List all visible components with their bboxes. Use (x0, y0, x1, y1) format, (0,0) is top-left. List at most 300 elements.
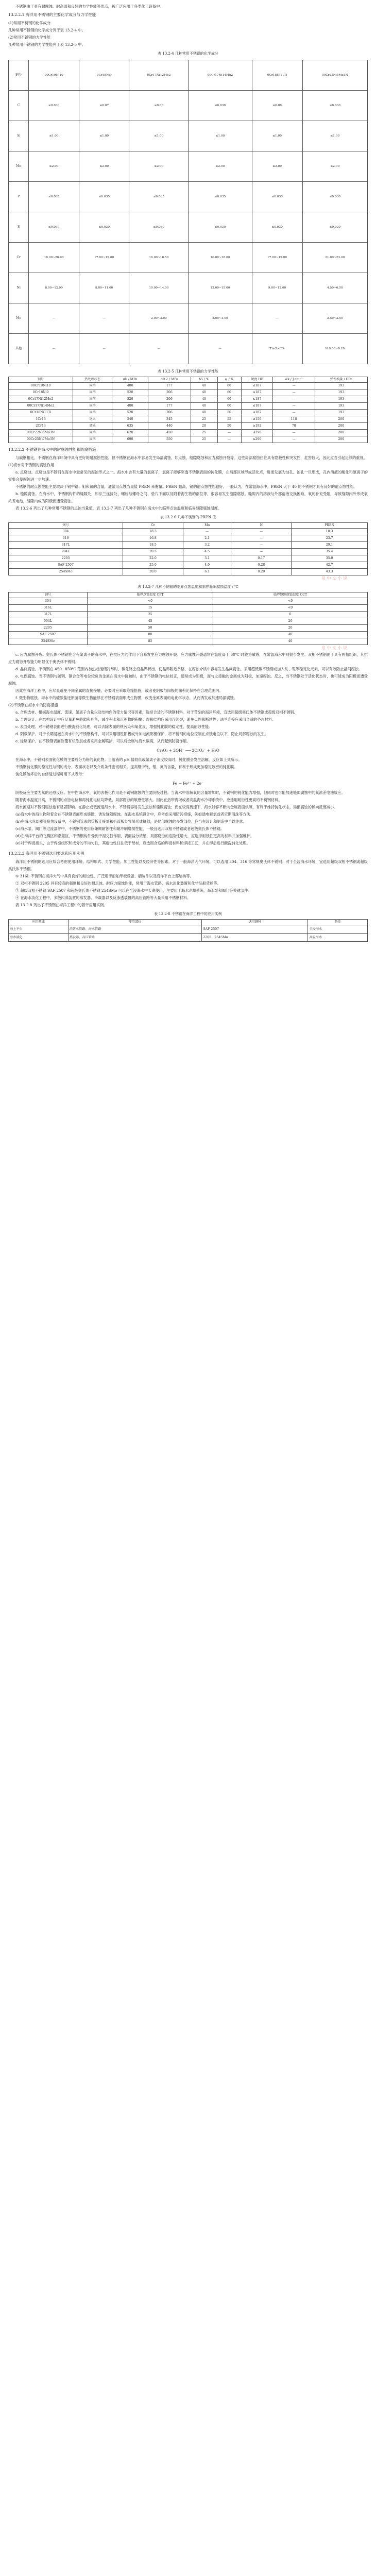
paragraph: (d)在海洋平台的飞溅区和潮差区，不锈钢构件受到干湿交替作用，表面盐分浓缩，局部腐蚀的危险性增大，应选择耐蚀性更高的材料并加强维护。 (15, 834, 254, 838)
table-cell: 21.00~23.00 (302, 243, 367, 273)
chemical-equation: Fe → Fe²⁺ + 2e⁻ (173, 781, 203, 786)
table-cell: — (183, 529, 231, 535)
table-cell: 25 (191, 416, 217, 423)
table-cell: 29.1 (292, 542, 368, 549)
table-cell: — (273, 389, 315, 396)
table-cell: ≤0.030 (252, 212, 302, 243)
column-header: 使用部位 (68, 920, 202, 925)
table-cell: 80 (87, 632, 213, 638)
table-cell: ≤0.030 (189, 91, 252, 121)
table-cell: ≤0.030 (302, 91, 367, 121)
paragraph: 与碳钢相比，不锈钢在海洋环境中具有更好的耐腐蚀性能。但不锈钢在海水中容易发生局部腐蚀，如点蚀、缝隙腐蚀和应力腐蚀开裂等。这些局部腐蚀往往具有隐蔽性和突发性，危害较大，因此应当引起足够的重视。 (15, 455, 367, 460)
table-row (9, 598, 368, 605)
column-header: σ0.2 / MPa (148, 377, 191, 383)
table-cell: ≤0.035 (189, 182, 252, 212)
table-row (9, 562, 368, 569)
column-header: Mo (183, 523, 231, 529)
table-cell: 520 (112, 410, 148, 416)
column-header: 备注 (308, 920, 368, 925)
table-cell: — (273, 430, 315, 436)
table-cell: SAF 2507 (9, 562, 123, 569)
table-cell: 690 (112, 436, 148, 443)
table-cell: 20 (213, 618, 368, 625)
column-header: 钢号 (9, 377, 73, 383)
column-header: δ5 / % (191, 377, 217, 383)
paragraph: 在海水中，不锈钢表面钝化膜的主要成分为铬的氧化物。当溶液的 pH 值较低或氯离子浓度较高时，钝化膜会发生溶解，反应如上式所示。 (15, 757, 242, 762)
intro-paragraph: 不锈钢由于具有耐腐蚀、耐高温和良好的力学性能等优点，被广泛应用于各类化工设备中。 (15, 4, 164, 9)
table-cell: N 0.08~0.20 (302, 334, 367, 364)
table-row (9, 182, 368, 212)
paragraph: c. 应力腐蚀开裂。奥氏体不锈钢在含有氯离子的海水中，在拉应力的作用下容易发生应力腐蚀开裂。应力腐蚀开裂通常在温度高于 60℃ 时较为敏感，在常温海水中则很少发生。双相不锈钢由于具有两相组织，其抗应力腐蚀开裂能力明显优于奥氏体不锈钢。 (8, 652, 368, 664)
table-cell: ≤187 (241, 383, 273, 389)
table-cell: ≤290 (241, 436, 273, 443)
table-cell: SAF 2507 (9, 632, 88, 638)
table-cell: 00Cr17Ni14Mo2 (189, 60, 252, 91)
table-cell: ≤0.035 (79, 182, 129, 212)
table-cell: 193 (315, 396, 367, 403)
table-cell: 2.00~3.00 (189, 303, 252, 334)
paragraph: 阴极反应主要为氧的还原反应。在中性海水中，氧的去极化作用是不锈钢腐蚀的主要阴极过程。当海水中溶解氧的含量增加时，不锈钢的钝化能力增强，但同时也可能加速缝隙腐蚀中的氧浓差电池效应。 (15, 790, 345, 795)
table-cell: 480 (112, 403, 148, 410)
table-cell: 40 (191, 410, 217, 416)
row-header-cell: Si (9, 121, 29, 151)
table-cell: 25 (87, 612, 213, 618)
table-row (9, 396, 368, 403)
table-cell: 177 (148, 383, 191, 389)
table-row (9, 535, 368, 542)
table-cell: 2205 (9, 625, 88, 632)
column-header: 硬度 HB (241, 377, 273, 383)
table-cell: 固溶 (73, 403, 112, 410)
table-cell: ≤0.035 (252, 182, 302, 212)
table-cell: 固溶 (73, 436, 112, 443)
table-cell: 8.00~12.00 (29, 273, 79, 303)
paragraph: d. 晶间腐蚀。不锈钢在 450~850℃ 范围内加热或缓慢冷却时，碳化铬会沿晶界析出，使晶界附近贫铬，在腐蚀介质中容易发生晶间腐蚀。采用超低碳不锈钢或加入钛、铌等稳定化元素，可以有效防止晶间腐蚀。 (15, 667, 363, 671)
table-cell: 固溶 (73, 383, 112, 389)
pren-table (8, 522, 368, 575)
table-cell: 60 (217, 383, 241, 389)
table-cell: — (273, 396, 315, 403)
table-cell: 440 (148, 423, 191, 430)
table-cell: ≤1.00 (29, 121, 79, 151)
watermark: 泉 中 文 小 说 (321, 646, 347, 650)
table-row (9, 612, 368, 618)
mechanical-properties-table (8, 377, 368, 443)
table-cell: 17.00~19.00 (252, 243, 302, 273)
table-cell: 2.00~3.00 (129, 303, 189, 334)
table-cell: 45 (87, 618, 213, 625)
table-cell: 60 (217, 396, 241, 403)
column-header: ψ / % (217, 377, 241, 383)
paragraph: (e)对于焊接接头，由于焊缝组织和成分的不均匀性，其耐蚀性往往低于母材，应选用合适的焊接材料和焊接工艺，并在焊后进行酸洗钝化处理。 (15, 841, 250, 845)
table-cell: 254SMo (9, 638, 88, 645)
column-header: N (231, 523, 292, 529)
table-row (9, 625, 368, 632)
table-cell: 520 (112, 389, 148, 396)
table-cell: 40 (213, 638, 368, 645)
table-cell: 1Cr13 (9, 416, 73, 423)
table-cell: 20 (191, 423, 217, 430)
row-header-cell: S (9, 212, 29, 243)
table-cell: — (231, 549, 292, 555)
table-cell: 42.7 (292, 562, 368, 569)
table-cell: 40 (191, 389, 217, 396)
table-cell: 0.20 (231, 569, 292, 575)
table-row (9, 555, 368, 562)
paragraph: e. 涂层保护。在不锈钢表面涂覆有机涂层或者采用金属喷涂，可以将金属与海水隔离，从而起到防腐作用。 (15, 739, 191, 743)
table-row (9, 542, 368, 549)
table-cell: 177 (148, 403, 191, 410)
table-row (9, 151, 368, 182)
table-cell: 450 (148, 430, 191, 436)
table-cell: ≤2.00 (29, 151, 79, 182)
table-cell: Ti≥5×C% (252, 334, 302, 364)
table-cell: 消防水管路、海水管路 (68, 925, 202, 934)
column-header: 应用领域 (9, 920, 69, 925)
table-cell: 固溶 (73, 396, 112, 403)
table-cell: — (189, 334, 252, 364)
table-cell: ≤0.030 (302, 182, 367, 212)
table-cell: — (79, 303, 129, 334)
section-heading: 13.2.2.1 海洋用不锈钢的主要化学成分与力学性能 (8, 12, 96, 17)
paragraph: (a)海水中的海生物附着会在不锈钢表面形成缝隙，诱发缝隙腐蚀。在海水系统设计中，应考虑采用防污措施，例如通电解氯或者定期清洗等方法。 (15, 812, 254, 817)
table-cell: ≤187 (241, 396, 273, 403)
table-cell: ≤0.020 (302, 212, 367, 243)
table-cell: 16.8 (123, 535, 183, 542)
paragraph: ② 双相不锈钢 2205 具有较高的强度和良好的耐点蚀、耐应力腐蚀性能，常用于海水管路、海水淡化装置和化学品船货舱等。 (15, 881, 221, 886)
table-caption: 表 13.2-7 几种不锈钢的临界点蚀温度和临界缝隙腐蚀温度 / ℃ (138, 585, 238, 589)
table-cell: 200 (315, 423, 367, 430)
table-row (9, 423, 368, 430)
table-cell: 固溶 (73, 410, 112, 416)
paragraph: b. 缝隙腐蚀。在海水中，不锈钢构件的缝隙处，如法兰连接处、螺栓与螺母之间、垫片下面以及附着海生物的部位等，很容易发生缝隙腐蚀。缝隙内的溶液与外部溶液交换困难，氧的补充受阻，导致缝隙内外形成氧浓差电池，缝隙内成为阳极而遭受腐蚀。 (8, 492, 368, 503)
table-cell: 固溶 (73, 430, 112, 436)
table-cell: 4.0 (183, 562, 231, 569)
table-cell: 35.4 (292, 549, 368, 555)
table-row (9, 430, 368, 436)
table-cell: 0.28 (231, 562, 292, 569)
table-cell: 254SMo (9, 569, 123, 575)
column-header: 钢号 (9, 523, 123, 529)
paragraph: d. 阴极保护。对于长期浸泡在海水中的不锈钢构件，可以采用牺牲阳极或外加电流阴极保护，将不锈钢的电位控制在点蚀电位以下，防止局部腐蚀的发生。 (15, 732, 268, 736)
table-cell: 0Cr18Ni9 (9, 389, 73, 396)
table-row (9, 632, 368, 638)
table-cell: 620 (112, 430, 148, 436)
table-cell: 55 (217, 416, 241, 423)
table-cell: 00Cr19Ni10 (29, 60, 79, 91)
table-cell: — (273, 403, 315, 410)
table-cell: 317L (9, 542, 123, 549)
list-item: (2)不锈钢在海水中的防腐措施 (8, 703, 58, 707)
table-cell: 206 (148, 396, 191, 403)
table-cell: 2Cr13 (9, 423, 73, 430)
list-item: 几种常用不锈钢的化学成分列于表 13.2-4 中。 (8, 28, 86, 32)
chemical-equation: Cr₂O₃ + 2OH⁻ ⟶ 2CrO₂⁻ + H₂O (157, 748, 219, 753)
list-item: (2)常用不锈钢的力学性能 (8, 35, 51, 40)
table-cell: 304 (9, 529, 123, 535)
table-row (9, 605, 368, 612)
table-row (9, 273, 368, 303)
table-cell: 全浸海水 (308, 925, 368, 934)
table-cell: 50 (217, 423, 241, 430)
table-row (9, 638, 368, 645)
table-cell: 12.00~15.00 (189, 273, 252, 303)
table-cell: 0Cr18Ni11Ti (252, 60, 302, 91)
table-cell: — (129, 334, 189, 364)
table-cell: 18.3 (123, 529, 183, 535)
table-cell: — (217, 430, 241, 436)
table-cell: ≤2.00 (252, 151, 302, 182)
document-page (0, 0, 376, 952)
table-cell: ≤0.035 (129, 182, 189, 212)
table-cell: ≤187 (241, 389, 273, 396)
table-row (9, 410, 368, 416)
paragraph: 海水流速对不锈钢腐蚀也有显著影响。在静止或低流速海水中，不锈钢容易发生点蚀和缝隙腐蚀；而在较高流速下，海水能够不断向金属表面供氧，有利于维持钝化状态，局部腐蚀的倾向反而减小。 (15, 805, 338, 809)
table-cell: 15 (87, 605, 213, 612)
paragraph: a. 点腐蚀。点腐蚀是不锈钢在海水中最常见的腐蚀形式之一。海水中含有大量的氯离子，氯离子能够穿透不锈钢表面的钝化膜，在局部区域形成活化点，进而发展为蚀孔。蚀孔一旦形成，孔内溶液的酸化和氯离子的富集会使腐蚀进一步加速。 (8, 470, 368, 482)
section-heading: 13.2.2.3 海洋用不锈钢选用要求和应用实例 (8, 851, 84, 856)
table-cell: 22.0 (123, 555, 183, 562)
table-cell: ≤2.00 (189, 151, 252, 182)
table-row (9, 383, 368, 389)
table-cell: 40 (191, 396, 217, 403)
table-row (9, 925, 368, 934)
table-cell: 193 (315, 389, 367, 396)
table-caption: 表 13.2-4 几种常用不锈钢的化学成分 (158, 52, 218, 56)
table-caption: 表 13.2-8 不锈钢在海洋工程中的应用实例 (154, 912, 222, 916)
table-cell: 904L (9, 618, 88, 625)
paragraph: f. 微生物腐蚀。海水中的硫酸盐还原菌等微生物能够在不锈钢表面形成生物膜，改变金属表面的电化学状态，从而诱发或加速局部腐蚀。 (15, 696, 238, 700)
table-cell: 0 (213, 612, 368, 618)
watermark: 泉 中 文 小 说 (321, 576, 347, 581)
critical-temperature-table (8, 592, 368, 645)
column-header: 热处理状态 (73, 377, 112, 383)
table-cell: — (217, 436, 241, 443)
table-cell: 904L (9, 549, 123, 555)
table-cell: 35.0 (292, 555, 368, 562)
table-row (9, 529, 368, 535)
paragraph: c. 表面处理。对不锈钢表面进行酸洗钝化处理，可以去除表面的铁污染和氧化皮，增强钝化膜的稳定性，提高耐蚀性能。 (15, 724, 213, 729)
table-cell: 海上平台 (9, 925, 69, 934)
table-row (9, 569, 368, 575)
table-cell: 8.00~11.00 (79, 273, 129, 303)
table-cell: — (252, 303, 302, 334)
table-cell: ≤1.00 (252, 121, 302, 151)
table-cell: 304 (9, 598, 88, 605)
table-cell: 0Cr17Ni12Mo2 (9, 396, 73, 403)
table-cell: 43.3 (292, 569, 368, 575)
table-cell: 退火 (73, 416, 112, 423)
table-cell: ≤290 (241, 430, 273, 436)
table-cell: 550 (148, 436, 191, 443)
paragraph: (c)海水泵、阀门等过流部件中，不锈钢的使用应兼顾耐蚀性和耐冲刷磨损性能，一般宜选用双相不锈钢或者超级奥氏体不锈钢。 (15, 826, 224, 831)
table-cell: 540 (112, 416, 148, 423)
paragraph: a. 合理选材。根据海水温度、流速、氯离子含量以及结构件的受力情况等因素，选择合适的不锈钢材料。对于苛刻的海洋环境，宜选用超级奥氏体不锈钢或超级双相不锈钢。 (15, 710, 298, 715)
section-heading: 13.2.2.2 不锈钢在海水中的耐腐蚀性能和防腐措施 (8, 447, 96, 452)
list-item: (1)海水对不锈钢的腐蚀作用 (8, 463, 55, 467)
row-header-cell: Cr (9, 243, 29, 273)
composition-table (8, 60, 368, 364)
paragraph: 海洋用不锈钢的选用应综合考虑使用环境、结构形式、力学性能、加工性能以及经济性等因素。对于一般海洋大气环境，可以选用 304、316 等常规奥氏体不锈钢；对于全浸海水环境，宜选用超级双相不锈钢或超级奥氏体不锈钢。 (8, 859, 368, 871)
row-header-cell: Ni (9, 273, 29, 303)
table-cell: — (29, 334, 79, 364)
list-item: (1)常用不锈钢的化学成分 (8, 21, 51, 25)
table-cell: 200 (315, 436, 367, 443)
table-cell: ≤1.00 (129, 121, 189, 151)
table-cell: 高温海水 (308, 934, 368, 942)
table-cell: ≤1.00 (79, 121, 129, 151)
table-cell: 海水淡化 (9, 934, 69, 942)
table-cell: 20 (213, 625, 368, 632)
table-cell: 00Cr19Ni10 (9, 383, 73, 389)
table-cell: 9.00~12.00 (252, 273, 302, 303)
application-table (8, 919, 368, 942)
table-cell: 4.50~6.50 (302, 273, 367, 303)
table-cell: 2.50~3.50 (302, 303, 367, 334)
table-cell: 18.00~20.00 (29, 243, 79, 273)
column-header: 临界缝隙腐蚀温度 CCT (213, 592, 368, 598)
column-header: σb / MPa (112, 377, 148, 383)
table-row (9, 934, 368, 942)
paragraph: ④ 在海水淡化工程中，多级闪蒸装置的蒸发器、冷凝器以及反渗透装置的高压管路等大量采用不锈钢材料。 (15, 895, 191, 900)
table-cell: 3.1 (183, 555, 231, 562)
table-cell: 2205、254SMo (202, 934, 308, 942)
table-row (9, 243, 368, 273)
table-row (9, 121, 368, 151)
table-row (9, 334, 368, 364)
table-cell: ≤0.07 (79, 91, 129, 121)
table-cell: — (79, 334, 129, 364)
paragraph: ③ 超级双相不锈钢 SAF 2507 和超级奥氏体不锈钢 254SMo 可以在全浸海水中长期使用，主要用于海水冷却系统、海水泵和阀门等关键部件。 (15, 888, 252, 893)
table-row (9, 549, 368, 555)
table-cell: ≤0.030 (129, 212, 189, 243)
table-cell: 20.0 (123, 569, 183, 575)
row-header-cell: C (9, 91, 29, 121)
column-header: PREN (292, 523, 368, 529)
table-cell: 0.17 (231, 555, 292, 562)
table-cell: 17.00~19.00 (79, 243, 129, 273)
table-cell: 520 (112, 396, 148, 403)
paragraph: 表 13.2-6 列出了几种常用不锈钢的点蚀当量值，表 13.2-7 列出了几种不锈钢在海水中的临界点蚀温度和临界缝隙腐蚀温度。 (15, 506, 222, 511)
paragraph: ① 316L 不锈钢在海洋大气中具有良好的耐蚀性，广泛用于船舶甲板设备、舾装件以及海洋平台上部结构等。 (15, 874, 194, 878)
table-cell: 0Cr18Ni11Ti (9, 410, 73, 416)
table-cell: ≤0.030 (29, 91, 79, 121)
table-cell: — (29, 303, 79, 334)
table-cell: 50 (87, 625, 213, 632)
table-cell: ≤2.00 (302, 151, 367, 182)
table-row (9, 403, 368, 410)
table-cell: 2.1 (183, 535, 231, 542)
table-row (9, 618, 368, 625)
table-row (9, 60, 368, 91)
table-cell: <0 (87, 598, 213, 605)
row-header-cell: Mn (9, 151, 29, 182)
table-cell: 18.5 (123, 542, 183, 549)
table-cell: 20.5 (123, 549, 183, 555)
row-header-cell: Mo (9, 303, 29, 334)
table-cell: 3.2 (183, 542, 231, 549)
table-cell: 10.00~14.00 (129, 273, 189, 303)
paragraph: 表 13.2-8 列出了不锈钢在海洋工程中的若干应用实例。 (15, 903, 108, 907)
table-cell: ≤2.00 (79, 151, 129, 182)
table-cell: ≤0.08 (252, 91, 302, 121)
table-cell: 317L (9, 612, 88, 618)
table-cell: 25 (191, 430, 217, 436)
paragraph: 因此在海洋工程中，应尽量避免不同金属的直接接触，必要时应采取绝缘措施，或者使阴极与阳极的面积比保持在合理范围内。 (15, 688, 223, 693)
table-cell: 40 (191, 403, 217, 410)
table-cell: 25.0 (123, 562, 183, 569)
table-caption: 表 13.2-6 几种不锈钢的 PREN 值 (160, 515, 216, 519)
table-cell: 40 (191, 383, 217, 389)
table-cell: 78 (273, 423, 315, 430)
table-cell: 193 (315, 403, 367, 410)
paragraph: 不锈钢钝化膜的稳定性与钢的成分、表面状态以及介质条件密切相关。提高钢中铬、钼、氮的含量，有利于形成更加稳定致密的钝化膜。 (15, 765, 238, 769)
table-row (9, 91, 368, 121)
table-cell: 345 (148, 416, 191, 423)
table-cell: 25 (191, 436, 217, 443)
table-cell: 00Cr17Ni14Mo2 (9, 403, 73, 410)
table-cell: 调质 (73, 423, 112, 430)
table-cell: 50 (217, 410, 241, 416)
table-cell: 2205 (9, 555, 123, 562)
paragraph: e. 电偶腐蚀。当不锈钢与碳钢、铜合金等电位较负的金属在海水中接触时，由于不锈钢的电位较正，通常成为阴极，而与之接触的金属成为阳极，加速腐蚀。反之，当不锈钢处于活化状态时，也可能成为阳极而遭受腐蚀。 (8, 674, 368, 686)
table-row (9, 416, 368, 423)
table-cell: 16.00~18.50 (129, 243, 189, 273)
table-cell: 蒸发器、高压管路 (68, 934, 202, 942)
table-cell: 00Cr22Ni5Mo3N (9, 430, 73, 436)
table-cell: ≤0.08 (129, 91, 189, 121)
paragraph: 不锈钢的耐点蚀性能主要取决于钢中铬、钼和氮的含量，通常用点蚀当量值 PREN 来衡量。PREN 越高，钢的耐点蚀性能越好。一般认为，在常温海水中，PREN 大于 40 的不锈钢才具有良好的耐点蚀性能。 (15, 484, 357, 489)
table-cell: ≤0.030 (29, 212, 79, 243)
column-header: αk / J·cm⁻² (273, 377, 315, 383)
column-header: 选用钢种 (202, 920, 308, 925)
table-cell: 60 (217, 403, 241, 410)
table-cell: 200 (315, 416, 367, 423)
paragraph: (b)在海水冷却器等换热设备中，不锈钢管束的管板连接处和折流板处容易形成缝隙，是局部腐蚀的多发部位，应当在设计和制造中予以注意。 (15, 819, 247, 824)
table-cell: ≤187 (241, 410, 273, 416)
table-cell: 206 (148, 410, 191, 416)
table-cell: — (231, 529, 292, 535)
table-cell: ≥159 (241, 416, 273, 423)
table-cell: 60 (217, 389, 241, 396)
table-cell: ≤0.030 (189, 212, 252, 243)
table-cell: 6.1 (183, 569, 231, 575)
table-cell: 480 (112, 383, 148, 389)
table-cell: 00Cr25Ni7Mo3N (9, 436, 73, 443)
table-row (9, 303, 368, 334)
table-cell: 200 (315, 430, 367, 436)
table-cell: SAF 2507 (202, 925, 308, 934)
table-cell: 118 (273, 416, 315, 423)
table-cell: <0 (213, 605, 368, 612)
paragraph: 随着海水温度升高，不锈钢的点蚀电位和再钝化电位均降低，局部腐蚀的敏感性增大。因此在热带海域或者高温海水冷却系统中，应选用耐蚀性更高的不锈钢材料。 (15, 798, 282, 802)
column-header: 钢号 (9, 592, 88, 598)
table-cell: 23.7 (292, 535, 368, 542)
table-caption: 表 13.2-5 几种常用不锈钢的力学性能 (158, 369, 218, 374)
paragraph: 钝化膜破坏后的自修复过程可用下式表示： (15, 772, 86, 776)
table-cell: 18.3 (292, 529, 368, 535)
table-cell: ≤187 (241, 403, 273, 410)
column-header: Cr (123, 523, 183, 529)
table-cell: ≤1.00 (189, 121, 252, 151)
table-cell: ≥192 (241, 423, 273, 430)
table-cell: ≤2.00 (129, 151, 189, 182)
table-cell: 316L (9, 605, 88, 612)
column-header: 弹性模量 / GPa (315, 377, 367, 383)
table-cell: 16.00~18.00 (189, 243, 252, 273)
table-cell: 40 (213, 632, 368, 638)
row-header-cell: P (9, 182, 29, 212)
